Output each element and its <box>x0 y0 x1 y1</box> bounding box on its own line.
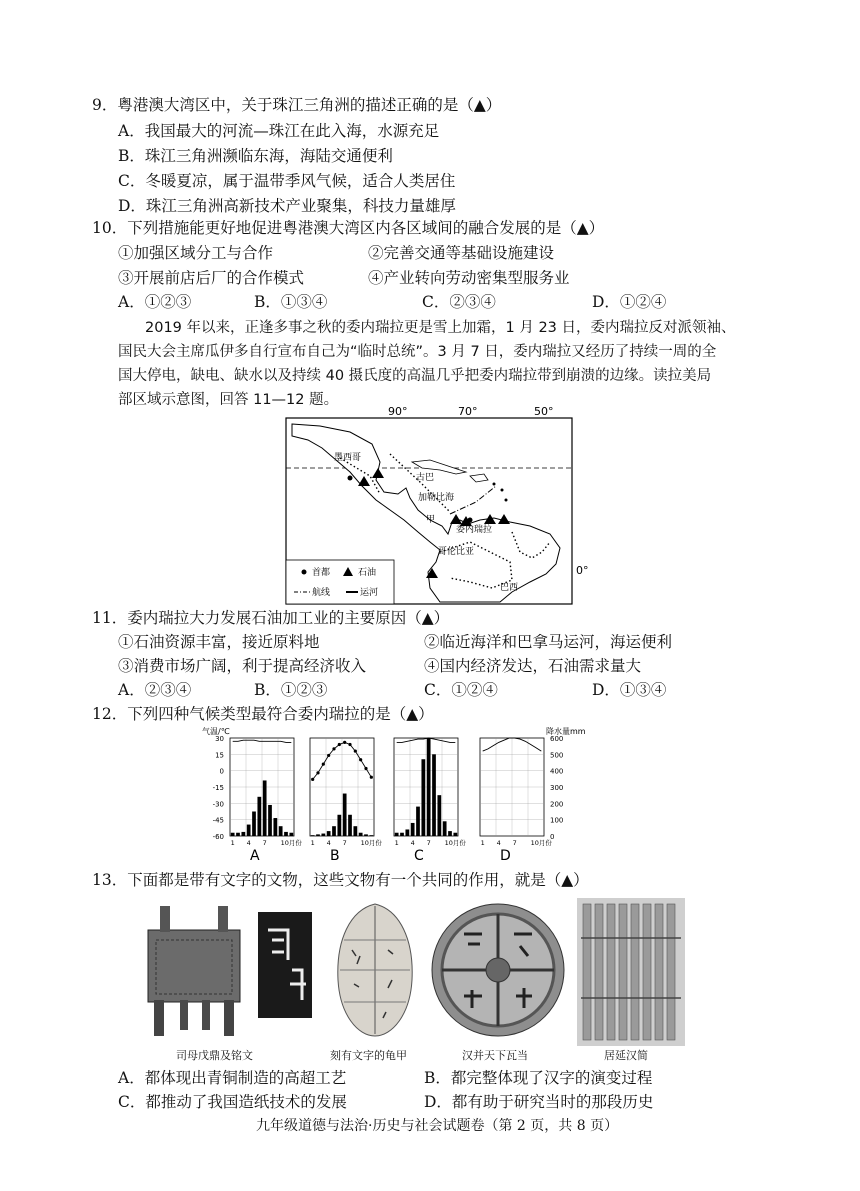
temp-tick: 0 <box>219 767 224 776</box>
precip-bar <box>257 797 261 836</box>
precip-bar <box>453 833 457 836</box>
temp-tick: -45 <box>212 816 224 825</box>
precip-bar <box>316 834 320 836</box>
q12-stem: 12．下列四种气候类型最符合委内瑞拉的是（▲） <box>92 705 434 723</box>
precip-bar <box>273 818 277 836</box>
bamboo-slips-image <box>577 898 685 1046</box>
precip-bar <box>359 833 363 836</box>
precip-bar <box>427 738 431 836</box>
precip-bar <box>247 825 251 836</box>
month-tick: 1 <box>480 839 485 847</box>
precip-axis-title: 降水量mm <box>546 727 586 736</box>
chart-label: C <box>414 848 424 864</box>
lat-label-0: 0° <box>576 564 589 577</box>
precip-bar <box>311 835 315 836</box>
q11-item-3: ③消费市场广阔，利于提高经济收入 <box>118 657 367 675</box>
q9-stem: 9．粤港澳大湾区中，关于珠江三角洲的描述正确的是（▲） <box>92 96 502 114</box>
month-tick: 4 <box>326 839 331 847</box>
ding-image <box>140 900 320 1040</box>
label-cuba: 古巴 <box>416 473 435 483</box>
month-tick: 4 <box>496 839 501 847</box>
lon-label-50: 50° <box>534 405 554 418</box>
month-tick: 4 <box>410 839 415 847</box>
month-tick: 7 <box>342 839 347 847</box>
temp-tick: -30 <box>212 800 224 809</box>
q10-item-3: ③开展前店后厂的合作模式 <box>118 269 305 287</box>
q10-item-2: ②完善交通等基础设施建设 <box>368 244 555 262</box>
q9-option-a: A．我国最大的河流—珠江在此入海，水源充足 <box>118 122 440 140</box>
climate-panel-D <box>480 738 555 864</box>
precip-tick: 100 <box>550 816 564 825</box>
precip-bar <box>353 826 357 836</box>
precip-tick: 600 <box>550 735 564 743</box>
label-venezuela: 委内瑞拉 <box>456 525 493 535</box>
temp-tick: -15 <box>212 784 224 792</box>
legend-canal: 运河 <box>360 588 379 598</box>
turtle-shell-image <box>330 900 420 1040</box>
q10-stem: 10．下列措施能更好地促进粤港澳大湾区内各区域间的融合发展的是（▲） <box>92 219 605 237</box>
climate-panel-C <box>394 738 466 864</box>
precip-tick: 500 <box>550 751 564 760</box>
passage-line-1: 2019 年以来，正逢多事之秋的委内瑞拉更是雪上加霜，1 月 23 日，委内瑞拉反对派领袖、 <box>145 320 736 336</box>
precip-bar <box>231 833 235 836</box>
q13-stem: 13．下面都是带有文字的文物，这些文物有一个共同的作用，就是（▲） <box>92 871 589 889</box>
month-tick: 10月份 <box>360 839 382 847</box>
month-tick: 1 <box>310 839 315 847</box>
chart-label: D <box>500 848 511 864</box>
precip-bar <box>348 815 352 836</box>
legend-capital: 首都 <box>312 568 331 578</box>
q11-choice-d: D．①③④ <box>592 681 667 699</box>
q9-option-c: C．冬暖夏凉，属于温带季风气候，适合人类居住 <box>118 172 456 190</box>
label-mexico: 墨西哥 <box>334 453 362 463</box>
precip-tick: 0 <box>550 833 555 841</box>
precip-bar <box>411 823 415 836</box>
q10-choice-d: D．①②④ <box>592 293 667 311</box>
month-tick: 1 <box>230 839 235 847</box>
legend-oil: 石油 <box>358 568 377 578</box>
precip-bar <box>332 826 336 836</box>
month-tick: 7 <box>262 839 267 847</box>
precip-bar <box>432 754 436 836</box>
q11-item-2: ②临近海洋和巴拿马运河，海运便利 <box>424 633 673 651</box>
q9-option-b: B．珠江三角洲濒临东海，海陆交通便利 <box>118 147 393 165</box>
caption-ding: 司母戊鼎及铭文 <box>176 1049 253 1062</box>
label-colombia: 哥伦比亚 <box>438 547 475 557</box>
month-tick: 7 <box>426 839 431 847</box>
precip-bar <box>268 805 272 836</box>
q11-item-4: ④国内经济发达，石油需求量大 <box>424 657 642 675</box>
precip-bar <box>443 821 447 836</box>
q9-option-d: D．珠江三角洲高新技术产业聚集，科技力量雄厚 <box>118 197 456 215</box>
month-tick: 4 <box>246 839 251 847</box>
temp-tick: 15 <box>215 751 224 760</box>
passage-line-3: 国大停电，缺电、缺水以及持续 40 摄氏度的高温几乎把委内瑞拉带到崩溃的边缘。读拉美局 <box>118 368 712 384</box>
precip-bar <box>279 826 283 836</box>
precip-bar <box>327 831 331 836</box>
month-tick: 10月份 <box>280 839 302 847</box>
temp-tick: 30 <box>215 735 224 743</box>
caption-turtle-shell: 刻有文字的龟甲 <box>330 1049 407 1062</box>
precip-bar <box>236 833 240 836</box>
precip-bar <box>252 812 256 837</box>
precip-bar <box>343 794 347 836</box>
precip-bar <box>337 815 341 836</box>
q11-choice-a: A．②③④ <box>118 681 192 699</box>
tile-end-image <box>428 900 568 1040</box>
temp-tick: -60 <box>212 833 224 841</box>
precip-tick: 200 <box>550 800 564 809</box>
precip-bar <box>284 832 288 836</box>
month-tick: 10月份 <box>444 839 466 847</box>
month-tick: 1 <box>394 839 399 847</box>
q13-choice-c: C．都推动了我国造纸技术的发展 <box>118 1093 347 1111</box>
climate-panel-A <box>230 738 302 864</box>
precip-bar <box>364 834 368 836</box>
q10-item-4: ④产业转向劳动密集型服务业 <box>368 269 570 287</box>
q10-item-1: ①加强区域分工与合作 <box>118 244 274 262</box>
month-tick: 7 <box>512 839 517 847</box>
q11-choice-c: C．①②④ <box>424 681 498 699</box>
precip-bar <box>395 833 399 836</box>
precip-bar <box>289 833 293 836</box>
latin-america-map <box>280 402 600 607</box>
precip-bar <box>369 835 373 836</box>
chart-label: B <box>330 848 340 864</box>
chart-label: A <box>250 848 260 864</box>
q11-choice-b: B．①②③ <box>254 681 328 699</box>
caption-tile-end: 汉并天下瓦当 <box>462 1049 528 1062</box>
precip-bar <box>241 832 245 836</box>
precip-bar <box>263 780 267 836</box>
precip-bar <box>321 834 325 836</box>
page-footer: 九年级道德与法治·历史与社会试题卷（第 2 页，共 8 页） <box>256 1118 619 1134</box>
q11-item-1: ①石油资源丰富，接近原料地 <box>118 633 320 651</box>
lon-label-90: 90° <box>388 405 408 418</box>
precip-bar <box>448 831 452 836</box>
q10-choice-b: B．①③④ <box>254 293 328 311</box>
q10-choice-c: C．②③④ <box>422 293 496 311</box>
q11-stem: 11．委内瑞拉大力发展石油加工业的主要原因（▲） <box>92 609 450 627</box>
temp-axis-title: 气温/℃ <box>202 727 230 736</box>
precip-bar <box>400 833 404 836</box>
q10-choice-a: A．①②③ <box>118 293 192 311</box>
passage-line-4: 部区域示意图，回答 11—12 题。 <box>118 392 339 408</box>
label-brazil: 巴西 <box>500 583 519 593</box>
q13-choice-a: A．都体现出青铜制造的高超工艺 <box>118 1069 347 1087</box>
month-tick: 10月份 <box>530 839 552 847</box>
caption-bamboo-slips: 居延汉简 <box>604 1049 648 1062</box>
passage-line-2: 国民大会主席瓜伊多自行宣布自己为“临时总统”。3 月 7 日，委内瑞拉又经历了持续一周的全 <box>118 344 717 360</box>
precip-bar <box>437 795 441 836</box>
legend-route: 航线 <box>312 588 331 598</box>
lon-label-70: 70° <box>458 405 478 418</box>
precip-bar <box>421 759 425 836</box>
precip-bar <box>416 807 420 836</box>
precip-tick: 300 <box>550 784 564 792</box>
precip-bar <box>405 829 409 836</box>
label-jia: 甲 <box>426 515 436 525</box>
climate-panel-B <box>310 738 382 864</box>
precip-tick: 400 <box>550 767 564 776</box>
q13-choice-b: B．都完整体现了汉字的演变过程 <box>424 1069 653 1087</box>
q13-choice-d: D．都有助于研究当时的那段历史 <box>424 1093 654 1111</box>
climate-charts <box>200 724 590 864</box>
label-caribbean: 加勒比海 <box>418 493 455 503</box>
